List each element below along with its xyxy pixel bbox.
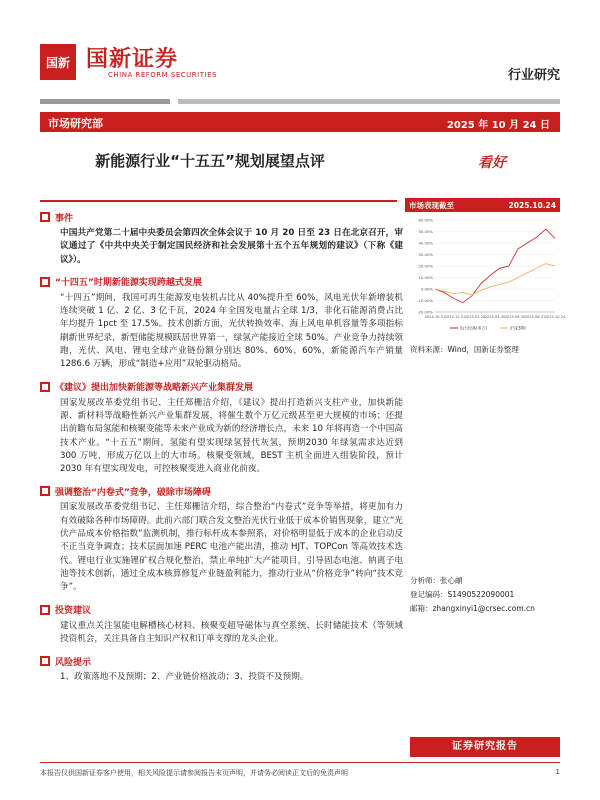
market-performance-chart	[405, 212, 566, 340]
footer-disclaimer: 本报告仅供国新证券客户使用，相关风险提示请参阅报告末页声明，并请务必阅读正文后的免责声明	[40, 769, 348, 777]
section-body: 1、政策落地不及预期；2、产业链价格波动；3、投资不及预期。	[60, 672, 309, 683]
x-tick-label: 2025-04-30	[484, 315, 506, 319]
x-tick-label: 2025-06-30	[504, 315, 526, 319]
series-line	[435, 264, 555, 295]
research-report-stamp: 证券研究报告	[410, 737, 560, 757]
rating-badge: 看好	[478, 155, 506, 171]
legend-label: 沪深300	[510, 325, 526, 331]
section-heading: 投资建议	[40, 603, 403, 617]
analyst-email[interactable]: 邮箱：zhangxinyi1@crsec.com.cn	[410, 604, 535, 613]
analyst-info	[410, 574, 535, 616]
chart-source: 资料来源：Wind，国新证券整理	[410, 345, 519, 354]
y-tick-label: 10.00%	[418, 275, 433, 280]
x-tick-label: 2025-10-24	[544, 315, 566, 319]
analyst-registration: 登记编码：S1490522090001	[410, 590, 515, 599]
chart-header	[405, 198, 560, 212]
section-proposal	[40, 380, 403, 477]
section-event	[40, 210, 403, 267]
section-body: 国家发展改革委党组书记、主任郑栅洁介绍，综合整治“内卷式”竞争等举措，将更加有力有效破除各种市场障碍。此前六部门联合发文整治光伏行业低于成本价销售现象，建立“光伏产品成本价格指数”监测机制，推行标杆成本参照系，对价格明显低于成本的企业启动反不正当竞争调查；技术层面加速 PERC 电池产能出清，推动 HJT、TOPCon 等高效技术迭代。锂电行业实施锂矿权合规化整治，禁止单纯扩大产能项目，引导固态电池、钠离子电池等技术创新，通过全成本核算修复产业链盈利能力，推动行业从“价格竞争”转向“技术竞争”。	[60, 502, 403, 593]
section-heading: “十四五”时期新能源实现跨越式发展	[40, 275, 403, 289]
analyst-name: 分析师：张心頔	[410, 576, 463, 585]
y-tick-label: 0.00%	[420, 286, 433, 292]
header-rule-dark	[40, 99, 170, 104]
legend-label: 电力设备(申万)	[460, 325, 488, 331]
page-number: 1	[555, 768, 560, 776]
x-tick-label: 2024-12-31	[444, 315, 466, 319]
section-risks	[40, 654, 403, 684]
y-tick-label: -10.00%	[417, 298, 433, 303]
section-anti-involution	[40, 484, 403, 594]
report-type: 行业研究	[507, 68, 560, 83]
section-body: 中国共产党第二十届中央委员会第四次全体会议于 10 月 20 日至 23 日在北京召开，审议通过了《中共中央关于制定国民经济和社会发展第十五个五年规划的建议》（下称《建议》）。	[60, 228, 403, 265]
y-tick-label: -20.00%	[417, 309, 433, 315]
y-tick-label: 40.00%	[418, 240, 433, 246]
section-heading: 风险提示	[40, 654, 403, 668]
company-name-en: CHINA REFORM SECURITIES	[108, 71, 217, 79]
section-investment	[40, 603, 403, 647]
x-tick-label: 2025-02-28	[464, 315, 486, 319]
header-rule-light	[178, 99, 560, 104]
section-heading: 《建议》提出加快新能源等战略新兴产业集群发展	[40, 380, 403, 394]
section-bullet-icon	[40, 212, 50, 222]
logo-mark	[40, 44, 76, 80]
chart-header-date: 2025.10.24	[508, 200, 556, 210]
section-bullet-icon	[40, 656, 50, 666]
report-title: 新能源行业“十五五”规划展望点评	[95, 152, 325, 170]
section-14th-plan	[40, 275, 403, 372]
department-name: 市场研究部	[48, 117, 103, 130]
section-heading: 事件	[40, 210, 403, 224]
section-body: 国家发展改革委党组书记、主任郑栅洁介绍，《建议》提出打造新兴支柱产业，加快新能源、新材料等战略性新兴产业集群发展，将催生数个万亿元级甚至更大规模的市场；还提出前瞻布局氢能和核聚变能等未来产业成为新的经济增长点，未来 10 年将再造一个中国高技术产业。“十五五”期间，氢能有望实现绿氢替代灰氢，预期2030 年绿氢需求达近到 300 万吨，形成万亿以上的大市场。核聚变领域，BEST 主机全面进入组装阶段，预计2030 年有望实现发电，可控核聚变进入商业化前夜。	[60, 397, 403, 475]
y-tick-label: 50.00%	[418, 229, 433, 234]
logo-mark-text: 国新	[45, 55, 70, 70]
footer-rule	[40, 762, 560, 763]
sidebar	[405, 198, 566, 344]
section-body: “十四五”期间，我国可再生能源发电装机占比从 40%提升至 60%，风电光伏年新增装机连续突破 1 亿、2 亿、3 亿千瓦，2024 年全国发电量占全球 1/3，非化石能源消费占比年均提升 1pct 至 17.5%。技术创新方面，光伏转换效率、海上风电单机容量等多项指标刷新世界纪录，新型储能规模跃居世界第一，绿氢产能接近全球 50%。产业竞争力持续领跑，光伏、风电、锂电全球产业链份额分别达 80%、60%、60%，新能源汽车产销量 1286.6 万辆，形成“制造+应用”双轮驱动格局。	[60, 292, 403, 370]
x-tick-label: 2025-08-31	[524, 315, 546, 319]
chart-header-label: 市场表现截至	[409, 200, 454, 210]
section-bullet-icon	[40, 605, 50, 615]
y-tick-label: 20.00%	[418, 263, 433, 269]
title-rule	[40, 200, 397, 202]
company-name: 国新证券	[86, 47, 179, 72]
report-date: 2025 年 10 月 24 日	[446, 120, 550, 131]
section-body: 建议重点关注氢能电解槽核心材料、核聚变超导磁体与真空系统、长时储能技术（等领域投资机会，关注具备自主知识产权和订单支撑的龙头企业。	[60, 620, 403, 644]
section-heading: 强调整治“内卷式”竞争，破除市场障碍	[40, 484, 403, 498]
section-bullet-icon	[40, 486, 50, 496]
y-tick-label: 60.00%	[418, 217, 433, 223]
main-content	[40, 210, 403, 692]
section-bullet-icon	[40, 382, 50, 392]
department-banner	[40, 112, 560, 132]
x-tick-label: 2024-10-31	[424, 315, 446, 319]
section-bullet-icon	[40, 277, 50, 287]
report-header	[0, 0, 600, 100]
y-tick-label: 30.00%	[418, 252, 433, 257]
